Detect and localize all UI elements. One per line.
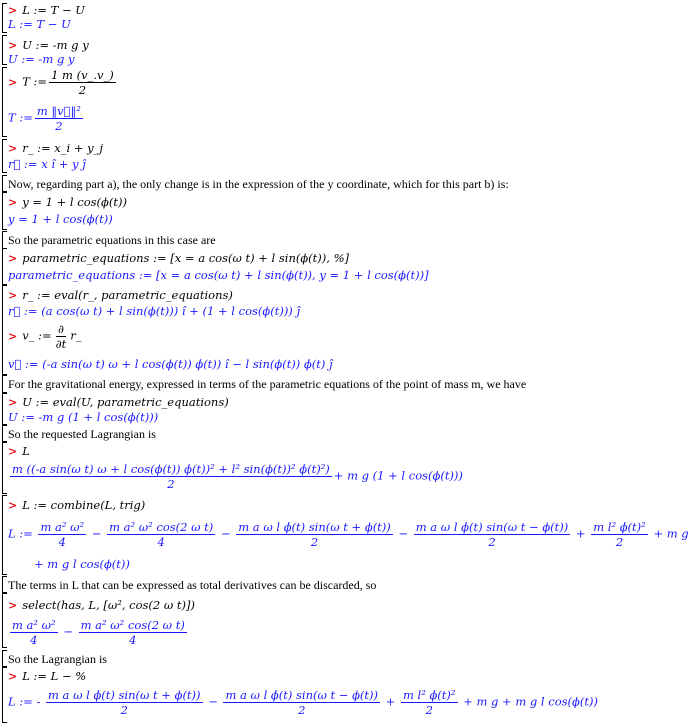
denominator: 2 — [298, 703, 306, 717]
prompt-marker: > — [8, 499, 18, 512]
denominator: 2 — [310, 535, 319, 549]
numerator: m ((-a sin(ω t) ω + l cos(ϕ(t)) ϕ̇(t))² + l² sin(ϕ(t))² ϕ̇(t)²) — [12, 462, 330, 476]
command-suffix[interactable]: r_ — [70, 328, 82, 343]
denominator: 2 — [425, 703, 433, 717]
numerator: m a ω l ϕ̇(t) sin(ω t + ϕ(t)) — [48, 688, 201, 702]
command-text[interactable]: L := L − % — [22, 669, 87, 683]
execution-group-bracket[interactable] — [2, 3, 7, 33]
denominator: 4 — [58, 535, 66, 549]
numerator: m a² ω² — [40, 520, 85, 534]
input-line-y[interactable] — [8, 195, 127, 210]
command-text[interactable]: L — [22, 444, 30, 458]
command-text[interactable]: U := -m g y — [22, 38, 89, 52]
numerator: m l² ϕ̇(t)² — [402, 688, 456, 702]
command-text[interactable]: r_ := x_i + y_j — [22, 141, 103, 155]
execution-group-bracket[interactable] — [2, 425, 7, 442]
command-text[interactable]: select(has, L, [ω², cos(2 ω t)]) — [22, 598, 196, 612]
operator: − — [63, 624, 73, 639]
prompt-marker: > — [8, 599, 18, 612]
output-prefix: L := — [8, 526, 33, 541]
command-text[interactable]: L := combine(L, trig) — [22, 498, 146, 512]
denominator: 4 — [129, 633, 137, 647]
input-line-parametric[interactable] — [8, 251, 349, 266]
output-y: y = 1 + l cos(ϕ(t)) — [8, 212, 113, 226]
command-text[interactable]: r_ := eval(r_, parametric_equations) — [22, 288, 233, 302]
fraction-term-5 — [591, 520, 648, 549]
fraction — [49, 68, 116, 97]
operator: − — [91, 526, 102, 541]
output-L-final — [8, 688, 598, 717]
input-line-r-eval[interactable] — [8, 288, 233, 303]
execution-group-bracket[interactable] — [2, 495, 7, 575]
output-combine — [8, 520, 689, 549]
fraction-term-2 — [107, 520, 215, 549]
command-prefix[interactable]: T := — [22, 74, 48, 89]
execution-group-bracket[interactable] — [2, 192, 7, 230]
text-parametric: So the parametric equations in this case are — [8, 233, 216, 247]
fraction — [35, 104, 83, 133]
operator: + — [385, 694, 396, 709]
execution-group-bracket[interactable] — [2, 576, 7, 593]
input-line-L-final[interactable] — [8, 669, 86, 684]
text-part-b: Now, regarding part a), the only change is in the expression of the y coordinate, which for this part b) is: — [8, 177, 509, 191]
prompt-marker: > — [8, 670, 18, 683]
numerator: m a² ω² cos(2 ω t) — [80, 618, 185, 632]
output-U-eval: U := -m g (1 + l cos(ϕ(t))) — [8, 410, 159, 424]
output-L-definition: L := T − U — [8, 17, 71, 31]
denominator: 4 — [157, 535, 165, 549]
execution-group-bracket[interactable] — [2, 285, 7, 375]
fraction-term-2 — [79, 618, 187, 647]
input-line-U-eval[interactable] — [8, 395, 229, 410]
tail-term: + m g — [653, 526, 689, 541]
prompt-marker: > — [8, 252, 18, 265]
execution-group-bracket[interactable] — [2, 593, 7, 648]
execution-group-bracket[interactable] — [2, 231, 7, 249]
operator: − — [398, 526, 409, 541]
command-text[interactable]: parametric_equations := [x = a cos(ω t) + l sin(ϕ(t)), %] — [22, 251, 349, 265]
prompt-marker: > — [8, 75, 18, 89]
numerator: 1 m (v_.v_) — [51, 68, 114, 82]
prompt-marker: > — [8, 396, 18, 409]
text-so-lagrangian: So the Lagrangian is — [8, 652, 107, 666]
execution-group-bracket[interactable] — [2, 393, 7, 425]
input-line-r-definition[interactable] — [8, 141, 103, 156]
text-total-derivatives: The terms in L that can be expressed as total derivatives can be discarded, so — [8, 578, 377, 592]
execution-group-bracket[interactable] — [2, 667, 7, 723]
output-r-eval: r⃗ := (a cos(ω t) + l sin(ϕ(t))) î + (1 + l cos(ϕ(t))) ĵ — [8, 304, 301, 318]
prompt-marker: > — [8, 445, 18, 458]
output-L-lagrangian — [8, 462, 463, 491]
fraction-term-4 — [414, 520, 571, 549]
denominator: 2 — [120, 703, 128, 717]
numerator: ∂ — [57, 322, 64, 336]
tail-term: + m g (1 + l cos(ϕ(t))) — [333, 468, 463, 483]
text-requested: So the requested Lagrangian is — [8, 427, 156, 441]
execution-group-bracket[interactable] — [2, 175, 7, 192]
prompt-marker: > — [8, 289, 18, 302]
operator: + — [575, 526, 586, 541]
execution-group-bracket[interactable] — [2, 139, 7, 173]
numerator: m a² ω² — [12, 618, 56, 632]
denominator: 4 — [30, 633, 38, 647]
execution-group-bracket[interactable] — [2, 650, 7, 667]
prompt-marker: > — [8, 142, 18, 155]
prompt-marker: > — [8, 39, 18, 52]
derivative-fraction — [54, 322, 69, 351]
denominator: 2 — [615, 535, 624, 549]
input-line-L[interactable] — [8, 444, 30, 459]
execution-group-bracket[interactable] — [2, 67, 7, 137]
prompt-marker: > — [8, 196, 18, 209]
output-r-definition: r⃗ := x î + y ĵ — [8, 157, 86, 171]
command-prefix[interactable]: v_ := — [22, 328, 52, 343]
command-text[interactable]: L := T − U — [22, 3, 85, 17]
denominator: 2 — [78, 83, 87, 97]
output-parametric: parametric_equations := [x = a cos(ω t) + l sin(ϕ(t)), y = 1 + l cos(ϕ(t))] — [8, 268, 429, 282]
prompt-marker: > — [8, 329, 18, 343]
input-line-v-definition[interactable] — [8, 322, 81, 351]
input-line-T-definition[interactable] — [8, 68, 118, 97]
fraction-term-1 — [38, 520, 86, 549]
command-text[interactable]: U := eval(U, parametric_equations) — [22, 395, 229, 409]
output-prefix: L := - — [8, 694, 41, 709]
input-line-L-definition[interactable] — [8, 3, 85, 18]
denominator: 2 — [488, 535, 496, 549]
input-line-select[interactable] — [8, 598, 195, 613]
numerator: m ‖v⃗‖² — [36, 104, 81, 118]
operator: − — [208, 694, 218, 709]
output-combine-continuation: + m g l cos(ϕ(t)) — [34, 557, 130, 571]
execution-group-bracket[interactable] — [2, 442, 7, 494]
text-gravitational: For the gravitational energy, expressed in terms of the parametric equations of the point of mass m, we have — [8, 377, 527, 391]
tail-term: + m g + m g l cos(ϕ(t)) — [463, 694, 598, 709]
fraction — [10, 462, 332, 491]
denominator: 2 — [55, 119, 63, 133]
denominator: ∂t — [55, 337, 67, 351]
numerator: m l² ϕ̇(t)² — [593, 520, 646, 534]
fraction-term-1 — [46, 688, 203, 717]
fraction-term-2 — [223, 688, 380, 717]
numerator: m a ω l ϕ̇(t) sin(ω t + ϕ(t)) — [238, 520, 391, 534]
execution-group-bracket[interactable] — [2, 35, 7, 65]
output-U-definition: U := -m g y — [8, 52, 75, 66]
denominator: 2 — [167, 477, 175, 491]
fraction-term-3 — [401, 688, 458, 717]
fraction-term-1 — [10, 618, 58, 647]
input-line-combine[interactable] — [8, 498, 145, 513]
execution-group-bracket[interactable] — [2, 248, 7, 285]
input-line-U-definition[interactable] — [8, 38, 89, 53]
numerator: m a ω l ϕ̇(t) sin(ω t − ϕ(t)) — [225, 688, 379, 702]
numerator: m a ω l ϕ̇(t) sin(ω t − ϕ(t)) — [415, 520, 569, 534]
output-T-definition — [8, 104, 85, 133]
fraction-term-3 — [236, 520, 393, 549]
output-v: v⃗ := (-a sin(ω t) ω + l cos(ϕ(t)) ϕ̇(t)) î − l sin(ϕ(t)) ϕ̇(t) ĵ — [8, 357, 333, 371]
numerator: m a² ω² cos(2 ω t) — [109, 520, 214, 534]
output-prefix: T := — [8, 110, 33, 125]
operator: − — [220, 526, 231, 541]
prompt-marker: > — [8, 4, 18, 17]
execution-group-bracket[interactable] — [2, 375, 7, 393]
command-text[interactable]: y = 1 + l cos(ϕ(t)) — [22, 195, 127, 209]
output-select — [8, 618, 189, 647]
